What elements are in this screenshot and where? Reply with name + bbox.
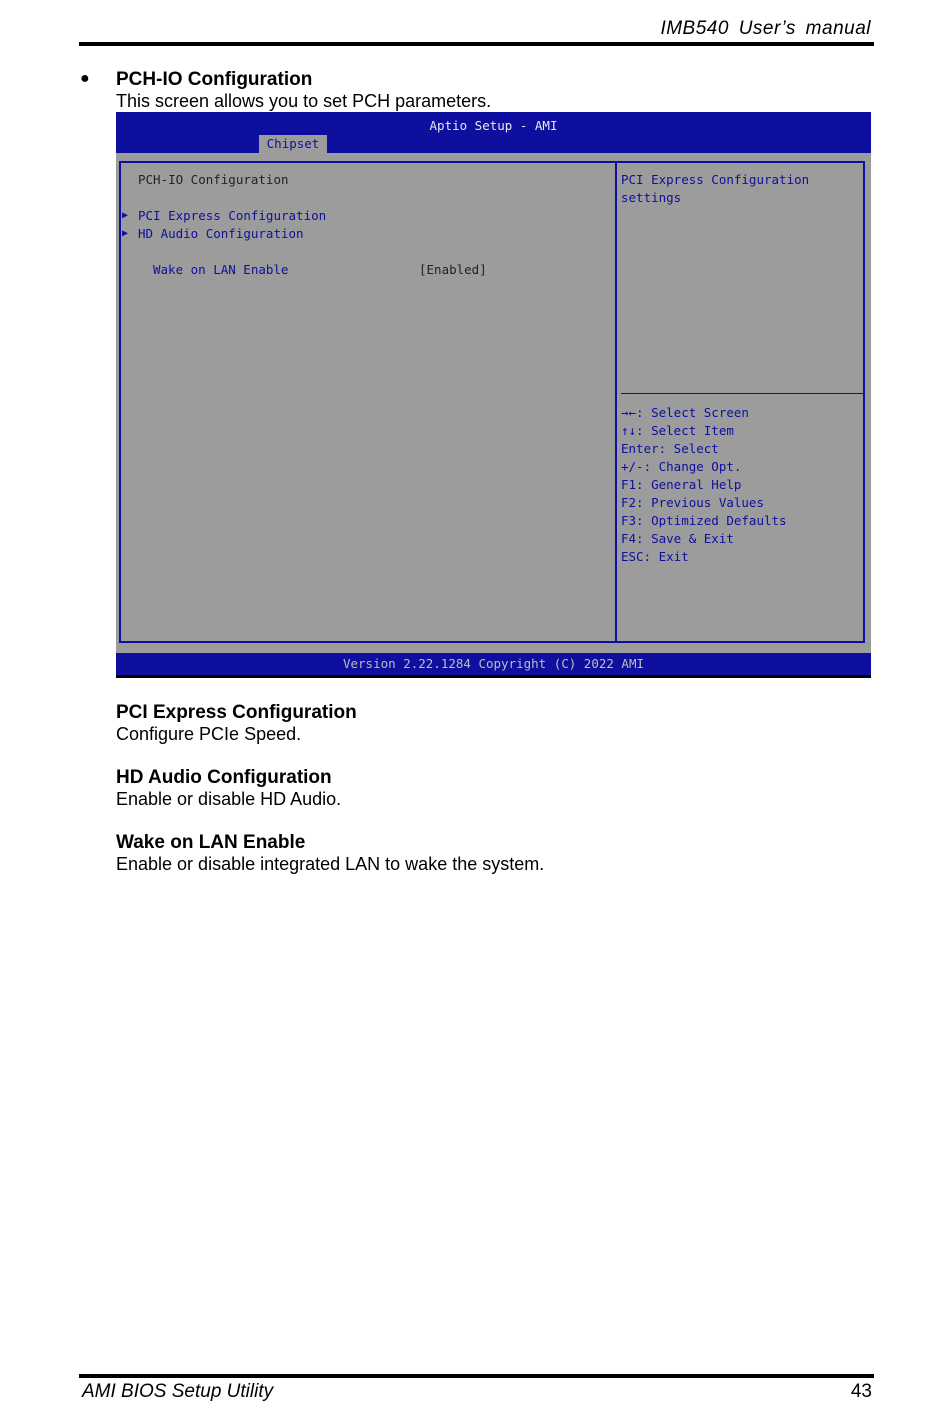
bios-title-bar [116, 112, 871, 153]
bios-panel-divider [615, 161, 617, 643]
bios-version-text: Version 2.22.1284 Copyright (C) 2022 AMI [342, 656, 645, 671]
help-text-line: settings [621, 190, 682, 205]
section-title: PCH-IO Configuration [116, 69, 313, 90]
item-desc-wake-on-lan: Enable or disable integrated LAN to wake the system. [116, 854, 545, 874]
manual-title: IMB540 User’s manual [660, 18, 871, 39]
setting-label: Wake on LAN Enable [153, 262, 289, 277]
page-number: 43 [850, 1381, 872, 1402]
key-help-f2: F2: Previous Values [621, 495, 764, 510]
item-title-wake-on-lan: Wake on LAN Enable [116, 832, 306, 853]
key-help-select-screen: →←: Select Screen [621, 405, 749, 420]
key-help-esc: ESC: Exit [621, 549, 689, 564]
submenu-arrow-icon: ▶ [122, 228, 129, 239]
item-title-pci-express: PCI Express Configuration [116, 702, 357, 723]
bios-bottom-edge [116, 675, 871, 678]
key-help-change-opt: +/-: Change Opt. [621, 459, 742, 474]
footer-chapter: AMI BIOS Setup Utility [82, 1381, 274, 1402]
header-rule [79, 42, 874, 46]
key-help-select-item: ↑↓: Select Item [621, 423, 734, 438]
setting-value[interactable]: [Enabled] [419, 262, 487, 277]
key-help-enter: Enter: Select [621, 441, 719, 456]
item-desc-hd-audio: Enable or disable HD Audio. [116, 789, 342, 809]
item-desc-pci-express: Configure PCIe Speed. [116, 724, 302, 744]
section-description: This screen allows you to set PCH parameters. [116, 91, 492, 111]
help-divider [621, 393, 863, 394]
bios-page-heading: PCH-IO Configuration [138, 172, 289, 187]
bios-footer-bar [116, 653, 871, 675]
menu-item-label: PCI Express Configuration [138, 208, 327, 223]
submenu-arrow-icon: ▶ [122, 210, 129, 221]
key-help-f1: F1: General Help [621, 477, 742, 492]
tab-chipset[interactable]: Chipset [259, 135, 327, 153]
item-title-hd-audio: HD Audio Configuration [116, 767, 332, 788]
menu-item-label: HD Audio Configuration [138, 226, 304, 241]
key-help-f4: F4: Save & Exit [621, 531, 734, 546]
bios-screenshot [116, 112, 871, 678]
bios-title: Aptio Setup - AMI [429, 118, 558, 133]
footer-rule [79, 1374, 874, 1378]
key-help-f3: F3: Optimized Defaults [621, 513, 787, 528]
help-text-line: PCI Express Configuration [621, 172, 810, 187]
bullet-icon: ● [80, 70, 90, 87]
